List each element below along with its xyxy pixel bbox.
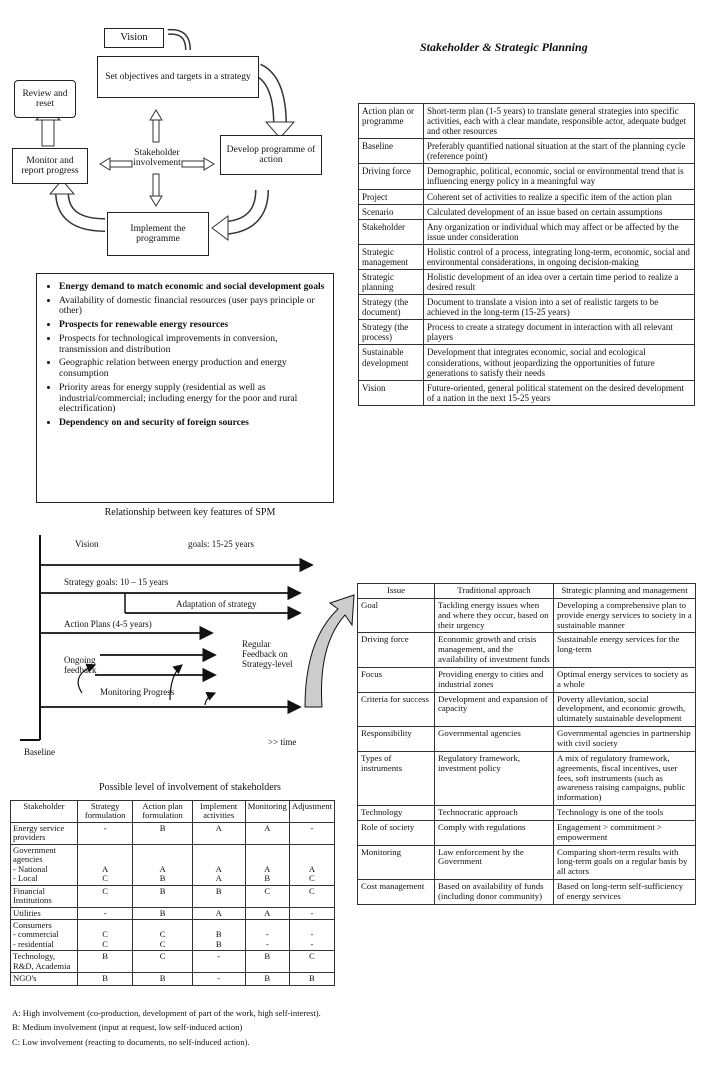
approach-strategic: Sustainable energy services for the long-term <box>554 633 696 668</box>
definition-term: Baseline <box>359 139 424 164</box>
involvement-row <box>11 885 335 907</box>
involvement-level: C C <box>133 919 192 950</box>
bullet-item: • Prospects for technological improvements in conversion, transmission and distribution <box>59 334 327 355</box>
approach-traditional: Economic growth and crisis management, and the availability of investment funds <box>435 633 554 668</box>
approach-issue: Monitoring <box>358 845 435 880</box>
involvement-level: - <box>77 822 133 844</box>
definition-text: Document to translate a vision into a set of realistic targets to be achieved in the long-term (15-25 years) <box>424 295 695 320</box>
approach-issue: Cost management <box>358 880 435 905</box>
bullet-item: • Priority areas for energy supply (residential as well as industrial/commercial; including energy for the poor and rural electrification) <box>59 383 327 415</box>
approach-issue: Role of society <box>358 820 435 845</box>
involvement-header: Monitoring <box>245 801 289 823</box>
definition-term: Strategy (the process) <box>359 320 424 345</box>
definition-text: Holistic control of a process, integrating long-term, economic, social and environmental considerations, in ongoing decision-making <box>424 244 695 269</box>
definition-row <box>359 189 695 204</box>
involvement-header: Action plan formulation <box>133 801 192 823</box>
involvement-level: A <box>192 822 245 844</box>
key-features-bullets <box>36 273 334 503</box>
definition-term: Vision <box>359 380 424 405</box>
definition-row <box>359 345 695 380</box>
bullet-item: • Energy demand to match economic and social development goals <box>59 282 327 293</box>
approach-issue: Types of instruments <box>358 751 435 805</box>
spm-strategy-label: Strategy goals: 10 – 15 years <box>64 577 169 587</box>
definition-row <box>359 219 695 244</box>
approach-traditional: Tackling energy issues when and where they occur, based on their urgency <box>435 598 554 633</box>
definition-text: Process to create a strategy document in interaction with all relevant players <box>424 320 695 345</box>
approach-strategic: Technology is one of the tools <box>554 806 696 821</box>
spm-action-plans-label: Action Plans (4-5 years) <box>64 619 152 629</box>
approach-strategic: Poverty alleviation, social development, and economic growth, ultimately sustainable development <box>554 692 696 727</box>
involvement-level: C <box>245 885 289 907</box>
definition-term: Scenario <box>359 204 424 219</box>
involvement-level: - - <box>245 919 289 950</box>
spm-feedback-label: feedback <box>64 665 97 675</box>
bullet-item: • Dependency on and security of foreign sources <box>59 418 327 429</box>
monitor-box: Monitor and report progress <box>12 148 88 184</box>
involvement-header: Implement activities <box>192 801 245 823</box>
involvement-row <box>11 951 335 973</box>
approach-traditional: Comply with regulations <box>435 820 554 845</box>
involvement-title: Possible level of involvement of stakeholders <box>99 782 281 793</box>
definitions-table <box>358 103 695 406</box>
approach-issue: Technology <box>358 806 435 821</box>
approach-row <box>358 845 696 880</box>
bullet-item: • Prospects for renewable energy resources <box>59 320 327 331</box>
definition-row <box>359 270 695 295</box>
spm-strategy-level-label: Strategy-level <box>242 659 293 669</box>
involvement-level: C <box>133 951 192 973</box>
involvement-stakeholder: Energy service providers <box>11 822 78 844</box>
approach-strategic: Based on long-term self-sufficiency of energy services <box>554 880 696 905</box>
implement-box: Implement the programme <box>107 212 209 256</box>
approach-strategic: Comparing short-term results with long-term goals on a regular basis by all actors <box>554 845 696 880</box>
objectives-box: Set objectives and targets in a strategy <box>97 56 259 98</box>
strategy-feedback-arrow <box>305 595 354 707</box>
approach-issue: Goal <box>358 598 435 633</box>
involvement-level: B <box>192 885 245 907</box>
approach-strategic: Governmental agencies in partnership with civil society <box>554 727 696 752</box>
approach-strategic: Developing a comprehensive plan to provide energy services to society in a sustainable manner <box>554 598 696 633</box>
approach-table <box>357 583 696 905</box>
involvement-stakeholder: Consumers - commercial - residential <box>11 919 78 950</box>
bullet-list <box>43 282 327 429</box>
involvement-level: A <box>245 907 289 919</box>
involvement-level: C C <box>77 919 133 950</box>
definition-term: Driving force <box>359 164 424 189</box>
definition-term: Strategy (the document) <box>359 295 424 320</box>
approach-strategic: A mix of regulatory framework, agreements, fiscal incentives, user fees, soft instruments (such as awareness raising campaigns, public information) <box>554 751 696 805</box>
approach-strategic: Optimal energy services to society as a whole <box>554 667 696 692</box>
approach-traditional: Based on availability of funds (including donor community) <box>435 880 554 905</box>
involvement-note: C: Low involvement (reacting to documents, no self-induced action). <box>12 1036 250 1047</box>
stakeholder-involvement-label: Stakeholder involvement <box>133 148 181 169</box>
vision-box: Vision <box>104 28 164 48</box>
involvement-level: C <box>289 885 334 907</box>
approach-traditional: Development and expansion of capacity <box>435 692 554 727</box>
involvement-level: B <box>77 973 133 985</box>
approach-issue: Responsibility <box>358 727 435 752</box>
involvement-level: A A <box>192 844 245 885</box>
spm-baseline-label: Baseline <box>24 747 55 757</box>
definition-row <box>359 139 695 164</box>
definition-text: Calculated development of an issue based on certain assumptions <box>424 204 695 219</box>
involvement-note: B: Medium involvement (input at request, low self-induced action) <box>12 1022 243 1033</box>
arrow-to-review <box>42 118 54 146</box>
definition-term: Action plan or programme <box>359 104 424 139</box>
spm-feedback-on-label: Feedback on <box>242 649 288 659</box>
definition-term: Project <box>359 189 424 204</box>
definition-row <box>359 380 695 405</box>
involvement-stakeholder: Government agencies - National - Local <box>11 844 78 885</box>
definition-text: Short-term plan (1-5 years) to translate general strategies into specific activities, each with a clear mandate, responsible actor, adequate budget and other resources <box>424 104 695 139</box>
involvement-note: A: High involvement (co-production, development of part of the work, high self-interest). <box>12 1008 321 1018</box>
involvement-table <box>10 800 335 986</box>
approach-row <box>358 880 696 905</box>
involvement-row <box>11 907 335 919</box>
involvement-header: Adjustment <box>289 801 334 823</box>
involvement-level: B <box>133 907 192 919</box>
approach-issue: Driving force <box>358 633 435 668</box>
spm-vision-label: Vision <box>75 539 99 549</box>
spm-title: Relationship between key features of SPM <box>104 507 276 518</box>
definition-row <box>359 164 695 189</box>
involvement-level: - <box>77 907 133 919</box>
involvement-level: A <box>245 822 289 844</box>
spm-diagram <box>0 525 360 770</box>
involvement-level: B <box>133 885 192 907</box>
involvement-level: B <box>245 973 289 985</box>
involvement-level: - <box>192 973 245 985</box>
approach-header: Issue <box>358 584 435 599</box>
involvement-level: B <box>133 822 192 844</box>
approach-row <box>358 727 696 752</box>
approach-traditional: Providing energy to cities and industrial zones <box>435 667 554 692</box>
involvement-level: - <box>289 822 334 844</box>
involvement-level: B <box>245 951 289 973</box>
involvement-level: B B <box>192 919 245 950</box>
involvement-notes <box>12 1008 342 1051</box>
approach-row <box>358 692 696 727</box>
approach-issue: Criteria for success <box>358 692 435 727</box>
spm-ongoing-label: Ongoing <box>64 655 96 665</box>
approach-traditional: Technocratic approach <box>435 806 554 821</box>
involvement-level: C <box>77 885 133 907</box>
definition-row <box>359 295 695 320</box>
involvement-row <box>11 973 335 985</box>
spm-adaptation-label: Adaptation of strategy <box>176 599 257 609</box>
approach-header: Strategic planning and management <box>554 584 696 599</box>
approach-issue: Focus <box>358 667 435 692</box>
bullet-item: • Geographic relation between energy production and energy consumption <box>59 358 327 379</box>
involvement-stakeholder: Financial Institutions <box>11 885 78 907</box>
involvement-level: A B <box>133 844 192 885</box>
definition-text: Holistic development of an idea over a certain time period to realize a desired result <box>424 270 695 295</box>
involvement-stakeholder: Utilities <box>11 907 78 919</box>
involvement-stakeholder: NGO's <box>11 973 78 985</box>
definition-row <box>359 244 695 269</box>
involvement-level: A C <box>77 844 133 885</box>
involvement-header: Strategy formulation <box>77 801 133 823</box>
definition-text: Coherent set of activities to realize a specific item of the action plan <box>424 189 695 204</box>
approach-traditional: Law enforcement by the Government <box>435 845 554 880</box>
develop-box: Develop programme of action <box>220 135 322 175</box>
definition-text: Future-oriented, general political statement on the desired development of a nation in the next 15-25 years <box>424 380 695 405</box>
approach-row <box>358 806 696 821</box>
bullet-item: • Availability of domestic financial resources (user pays principle or other) <box>59 296 327 317</box>
review-box: Review and reset <box>14 80 76 118</box>
involvement-level: - <box>289 907 334 919</box>
involvement-row <box>11 919 335 950</box>
definition-text: Development that integrates economic, social and ecological considerations, without jeopardizing the opportunities of future generations to satisfy their needs <box>424 345 695 380</box>
approach-row <box>358 667 696 692</box>
involvement-level: C <box>289 951 334 973</box>
approach-traditional: Governmental agencies <box>435 727 554 752</box>
definition-term: Sustainable development <box>359 345 424 380</box>
definition-term: Strategic planning <box>359 270 424 295</box>
definition-row <box>359 320 695 345</box>
involvement-level: B <box>133 973 192 985</box>
spm-regular-label: Regular <box>242 639 271 649</box>
involvement-level: B <box>77 951 133 973</box>
definition-row <box>359 204 695 219</box>
involvement-level: A B <box>245 844 289 885</box>
approach-row <box>358 820 696 845</box>
approach-row <box>358 598 696 633</box>
involvement-row <box>11 844 335 885</box>
definition-text: Demographic, political, economic, social or environmental trend that is influencing energy policy in a meaningful way <box>424 164 695 189</box>
involvement-level: - <box>192 951 245 973</box>
definition-term: Stakeholder <box>359 219 424 244</box>
approach-strategic: Engagement > commitment > empowerment <box>554 820 696 845</box>
spm-monitoring-label: Monitoring Progress <box>100 687 175 697</box>
approach-row <box>358 751 696 805</box>
approach-traditional: Regulatory framework, investment policy <box>435 751 554 805</box>
approach-header: Traditional approach <box>435 584 554 599</box>
page-header: Stakeholder & Strategic Planning <box>420 40 588 54</box>
involvement-row <box>11 822 335 844</box>
definition-text: Preferably quantified national situation at the start of the planning cycle (reference point) <box>424 139 695 164</box>
involvement-header: Stakeholder <box>11 801 78 823</box>
spm-vision-goals: goals: 15-25 years <box>188 539 254 549</box>
involvement-level: - - <box>289 919 334 950</box>
involvement-stakeholder: Technology, R&D, Academia <box>11 951 78 973</box>
involvement-level: A <box>192 907 245 919</box>
spm-time-label: >> time <box>268 737 297 747</box>
approach-row <box>358 633 696 668</box>
definition-term: Strategic management <box>359 244 424 269</box>
definition-row <box>359 104 695 139</box>
involvement-level: B <box>289 973 334 985</box>
definition-text: Any organization or individual which may affect or be affected by the issue under consideration <box>424 219 695 244</box>
involvement-level: A C <box>289 844 334 885</box>
